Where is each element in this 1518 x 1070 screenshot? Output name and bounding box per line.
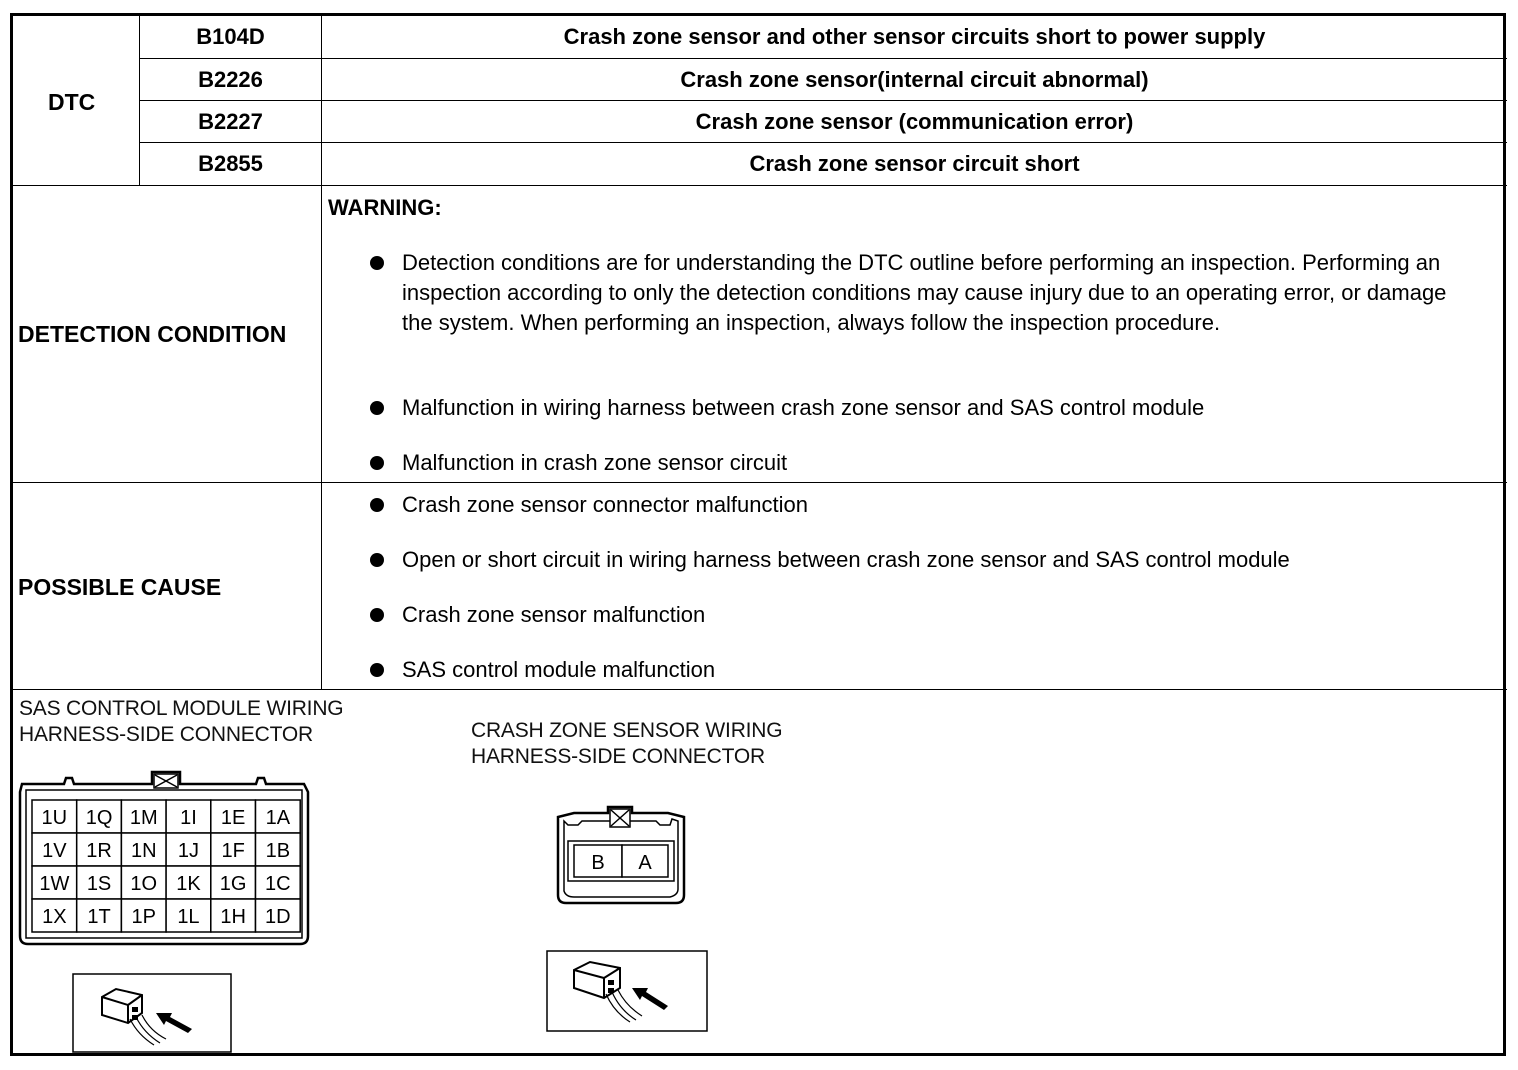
connector-pin: 1V (42, 840, 67, 862)
bullet-dot-icon (370, 608, 384, 622)
dtc-description: Crash zone sensor (communication error) (695, 108, 1134, 134)
connector-pin: 1X (42, 906, 67, 928)
connector-pin: 1G (219, 873, 247, 895)
dtc-code: B2855 (198, 151, 263, 176)
bullet-dot-icon (370, 553, 384, 567)
dtc-description: Crash zone sensor circuit short (749, 151, 1080, 176)
dtc-code: B2227 (198, 108, 263, 134)
crash-sensor-connector-title: CRASH ZONE SENSOR WIRING HARNESS-SIDE CONNECTOR (471, 719, 783, 768)
bullet-dot-icon (370, 256, 384, 270)
dtc-code: B2226 (198, 66, 263, 92)
connector-pin: 1W (39, 873, 70, 895)
grid-line (12, 185, 1507, 186)
bullet-dot-icon (370, 663, 384, 677)
connector-pin: 1C (265, 873, 291, 895)
bullet-dot-icon (370, 498, 384, 512)
connector-pin: 1L (177, 906, 200, 928)
connector-pin: 1H (220, 906, 246, 928)
connector-pin: 1A (265, 807, 291, 829)
connector-pin: 1J (177, 840, 200, 862)
dtc-label: DTC (48, 89, 96, 115)
grid-line (12, 689, 1507, 690)
connector-pin: 1U (41, 807, 68, 829)
connector-pin: 1F (221, 840, 245, 862)
dtc-description: Crash zone sensor and other sensor circuits short to power supply (563, 24, 1266, 49)
sas-connector-title: SAS CONTROL MODULE WIRING HARNESS-SIDE CONNECTOR (19, 697, 344, 746)
grid-line (12, 482, 1507, 483)
connector-pin: 1P (131, 906, 156, 928)
connector-pin: 1K (176, 873, 201, 895)
connector-pin: 1B (265, 840, 291, 862)
connector-pin: 1M (129, 807, 158, 829)
connector-pin: 1N (130, 840, 157, 862)
connector-pin: 1R (86, 840, 112, 862)
crash-sensor-connector-diagram (552, 805, 690, 907)
bullet-dot-icon (370, 401, 384, 415)
connector-pin: B (591, 852, 605, 874)
connector-pin: 1E (220, 807, 246, 829)
dtc-code: B104D (196, 24, 265, 49)
connector-view-icon (72, 973, 232, 1053)
connector-pin: 1D (265, 906, 291, 928)
connector-pin: 1O (130, 873, 158, 895)
warning-title: WARNING: (328, 195, 442, 220)
connector-pin: A (638, 852, 652, 874)
connector-pin: 1I (180, 807, 197, 829)
sas-connector-diagram (14, 768, 314, 950)
dtc-description: Crash zone sensor(internal circuit abnormal) (680, 66, 1149, 92)
possible-cause-label: POSSIBLE CAUSE (18, 574, 222, 600)
bullet-dot-icon (370, 456, 384, 470)
detection-condition-label: DETECTION CONDITION (18, 321, 287, 347)
connector-pin: 1T (87, 906, 111, 928)
connector-pin: 1S (86, 873, 112, 895)
connector-pin: 1Q (85, 807, 113, 829)
connector-view-icon (546, 950, 708, 1032)
